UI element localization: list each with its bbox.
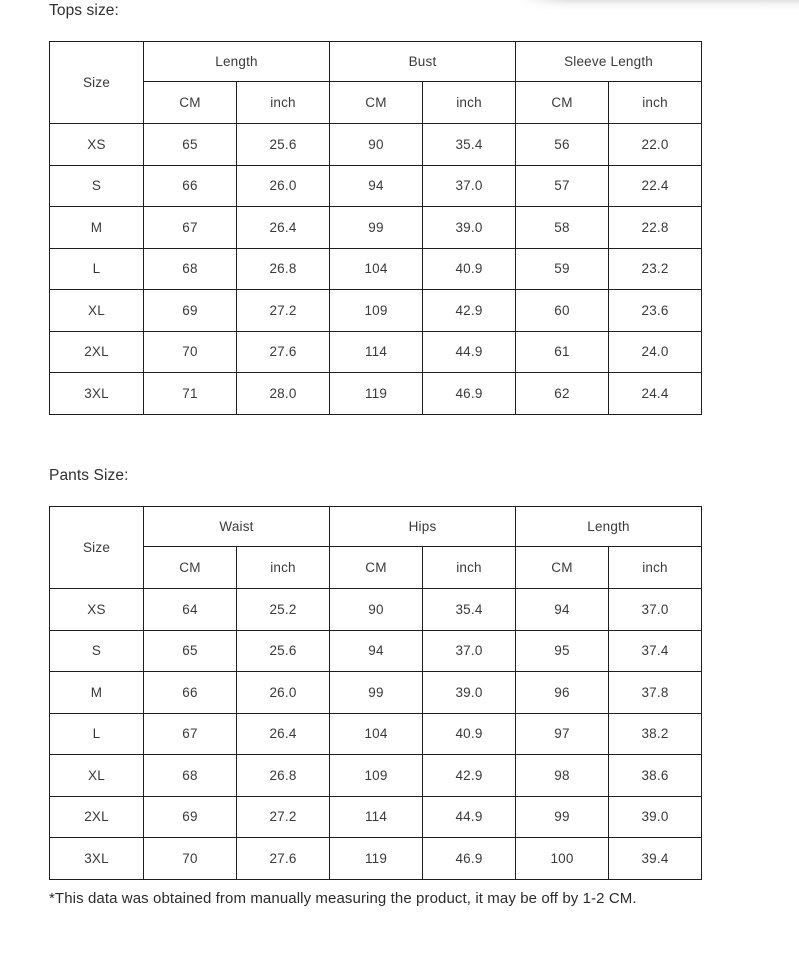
pants-unit-header-length-inch: inch: [609, 547, 702, 589]
cell-sleeve-cm: 61: [516, 331, 609, 373]
table-row: [50, 672, 702, 714]
tops-unit-header-bust-cm: CM: [330, 82, 423, 124]
cell-sleeve-cm: 60: [516, 290, 609, 332]
cell-sleeve-inch: 24.4: [609, 373, 702, 415]
pants-table-head: [50, 507, 702, 589]
pants-size-column-header: Size: [50, 507, 144, 589]
cell-sleeve-inch: 22.8: [609, 207, 702, 249]
row-size-label: 3XL: [50, 838, 144, 880]
row-size-label: S: [50, 630, 144, 672]
cell-length-cm: 68: [144, 248, 237, 290]
cell-waist-cm: 65: [144, 630, 237, 672]
cell-waist-inch: 27.2: [237, 796, 330, 838]
cell-length-inch: 26.0: [237, 165, 330, 207]
pants-group-header-length: Length: [516, 507, 702, 547]
cell-length-cm: 97: [516, 713, 609, 755]
cell-sleeve-inch: 24.0: [609, 331, 702, 373]
cell-length-inch: 38.2: [609, 713, 702, 755]
cell-waist-cm: 67: [144, 713, 237, 755]
pants-unit-header-hips-cm: CM: [330, 547, 423, 589]
measurement-disclaimer-note: *This data was obtained from manually measuring the product, it may be off by 1-2 CM.: [49, 890, 637, 907]
row-size-label: 3XL: [50, 373, 144, 415]
tops-unit-header-length-cm: CM: [144, 82, 237, 124]
pants-table-body: [50, 589, 702, 880]
cell-length-cm: 95: [516, 630, 609, 672]
cell-length-cm: 69: [144, 290, 237, 332]
cell-length-inch: 25.6: [237, 124, 330, 166]
row-size-label: M: [50, 207, 144, 249]
cell-length-inch: 39.4: [609, 838, 702, 880]
row-size-label: XS: [50, 124, 144, 166]
cell-bust-inch: 44.9: [423, 331, 516, 373]
cell-hips-inch: 39.0: [423, 672, 516, 714]
tops-header-unit-row: [50, 82, 702, 124]
cell-waist-inch: 26.0: [237, 672, 330, 714]
row-size-label: S: [50, 165, 144, 207]
cell-length-inch: 37.0: [609, 589, 702, 631]
tops-group-header-bust: Bust: [330, 42, 516, 82]
pants-group-header-hips: Hips: [330, 507, 516, 547]
cell-length-inch: 27.6: [237, 331, 330, 373]
cell-bust-cm: 109: [330, 290, 423, 332]
tops-unit-header-sleeve-cm: CM: [516, 82, 609, 124]
cell-sleeve-cm: 59: [516, 248, 609, 290]
cell-length-cm: 67: [144, 207, 237, 249]
cell-bust-inch: 39.0: [423, 207, 516, 249]
table-row: [50, 713, 702, 755]
cell-bust-cm: 104: [330, 248, 423, 290]
cell-length-cm: 66: [144, 165, 237, 207]
pants-unit-header-length-cm: CM: [516, 547, 609, 589]
cell-waist-inch: 26.8: [237, 755, 330, 797]
row-size-label: 2XL: [50, 796, 144, 838]
table-row: [50, 207, 702, 249]
tops-size-table: [49, 41, 702, 415]
table-row: [50, 165, 702, 207]
cell-waist-cm: 70: [144, 838, 237, 880]
row-size-label: L: [50, 713, 144, 755]
table-row: [50, 838, 702, 880]
cell-hips-cm: 90: [330, 589, 423, 631]
cell-hips-inch: 42.9: [423, 755, 516, 797]
cell-waist-cm: 69: [144, 796, 237, 838]
cell-sleeve-cm: 62: [516, 373, 609, 415]
cell-sleeve-inch: 22.0: [609, 124, 702, 166]
table-row: [50, 124, 702, 166]
cell-length-cm: 100: [516, 838, 609, 880]
cell-bust-inch: 40.9: [423, 248, 516, 290]
cell-length-inch: 26.8: [237, 248, 330, 290]
cell-length-inch: 37.4: [609, 630, 702, 672]
cell-waist-cm: 68: [144, 755, 237, 797]
cell-length-cm: 65: [144, 124, 237, 166]
cell-waist-inch: 25.2: [237, 589, 330, 631]
tops-unit-header-sleeve-inch: inch: [609, 82, 702, 124]
page-top-shadow: [520, 0, 799, 10]
cell-hips-cm: 119: [330, 838, 423, 880]
table-row: [50, 796, 702, 838]
table-row: [50, 755, 702, 797]
cell-bust-inch: 46.9: [423, 373, 516, 415]
cell-bust-inch: 37.0: [423, 165, 516, 207]
row-size-label: M: [50, 672, 144, 714]
tops-header-group-row: [50, 42, 702, 82]
cell-waist-cm: 64: [144, 589, 237, 631]
pants-header-group-row: [50, 507, 702, 547]
cell-sleeve-cm: 56: [516, 124, 609, 166]
cell-hips-cm: 114: [330, 796, 423, 838]
tops-size-label: Tops size:: [49, 2, 119, 19]
row-size-label: XL: [50, 755, 144, 797]
cell-bust-cm: 99: [330, 207, 423, 249]
pants-size-table: [49, 506, 702, 880]
cell-bust-inch: 35.4: [423, 124, 516, 166]
cell-hips-cm: 104: [330, 713, 423, 755]
cell-waist-inch: 26.4: [237, 713, 330, 755]
table-row: [50, 248, 702, 290]
table-row: [50, 331, 702, 373]
cell-bust-cm: 90: [330, 124, 423, 166]
pants-header-unit-row: [50, 547, 702, 589]
cell-hips-inch: 35.4: [423, 589, 516, 631]
pants-size-label: Pants Size:: [49, 467, 129, 484]
cell-waist-inch: 25.6: [237, 630, 330, 672]
row-size-label: XS: [50, 589, 144, 631]
cell-bust-inch: 42.9: [423, 290, 516, 332]
table-row: [50, 290, 702, 332]
pants-unit-header-hips-inch: inch: [423, 547, 516, 589]
tops-unit-header-length-inch: inch: [237, 82, 330, 124]
cell-length-cm: 70: [144, 331, 237, 373]
cell-waist-cm: 66: [144, 672, 237, 714]
cell-length-inch: 28.0: [237, 373, 330, 415]
tops-size-column-header: Size: [50, 42, 144, 124]
pants-group-header-waist: Waist: [144, 507, 330, 547]
cell-bust-cm: 119: [330, 373, 423, 415]
tops-unit-header-bust-inch: inch: [423, 82, 516, 124]
table-row: [50, 373, 702, 415]
cell-length-inch: 38.6: [609, 755, 702, 797]
cell-length-cm: 99: [516, 796, 609, 838]
cell-length-inch: 27.2: [237, 290, 330, 332]
tops-group-header-length: Length: [144, 42, 330, 82]
cell-hips-cm: 99: [330, 672, 423, 714]
cell-hips-inch: 44.9: [423, 796, 516, 838]
cell-hips-cm: 109: [330, 755, 423, 797]
table-row: [50, 589, 702, 631]
row-size-label: L: [50, 248, 144, 290]
tops-table-body: [50, 124, 702, 415]
cell-length-cm: 94: [516, 589, 609, 631]
cell-sleeve-cm: 57: [516, 165, 609, 207]
tops-group-header-sleeve-length: Sleeve Length: [516, 42, 702, 82]
cell-sleeve-inch: 23.6: [609, 290, 702, 332]
cell-hips-cm: 94: [330, 630, 423, 672]
table-row: [50, 630, 702, 672]
pants-unit-header-waist-inch: inch: [237, 547, 330, 589]
tops-table-head: [50, 42, 702, 124]
cell-length-inch: 39.0: [609, 796, 702, 838]
cell-length-cm: 71: [144, 373, 237, 415]
cell-hips-inch: 46.9: [423, 838, 516, 880]
cell-hips-inch: 40.9: [423, 713, 516, 755]
pants-unit-header-waist-cm: CM: [144, 547, 237, 589]
cell-length-inch: 37.8: [609, 672, 702, 714]
cell-length-inch: 26.4: [237, 207, 330, 249]
cell-length-cm: 98: [516, 755, 609, 797]
cell-bust-cm: 94: [330, 165, 423, 207]
row-size-label: XL: [50, 290, 144, 332]
cell-sleeve-cm: 58: [516, 207, 609, 249]
cell-hips-inch: 37.0: [423, 630, 516, 672]
cell-waist-inch: 27.6: [237, 838, 330, 880]
cell-sleeve-inch: 23.2: [609, 248, 702, 290]
cell-sleeve-inch: 22.4: [609, 165, 702, 207]
row-size-label: 2XL: [50, 331, 144, 373]
cell-bust-cm: 114: [330, 331, 423, 373]
cell-length-cm: 96: [516, 672, 609, 714]
